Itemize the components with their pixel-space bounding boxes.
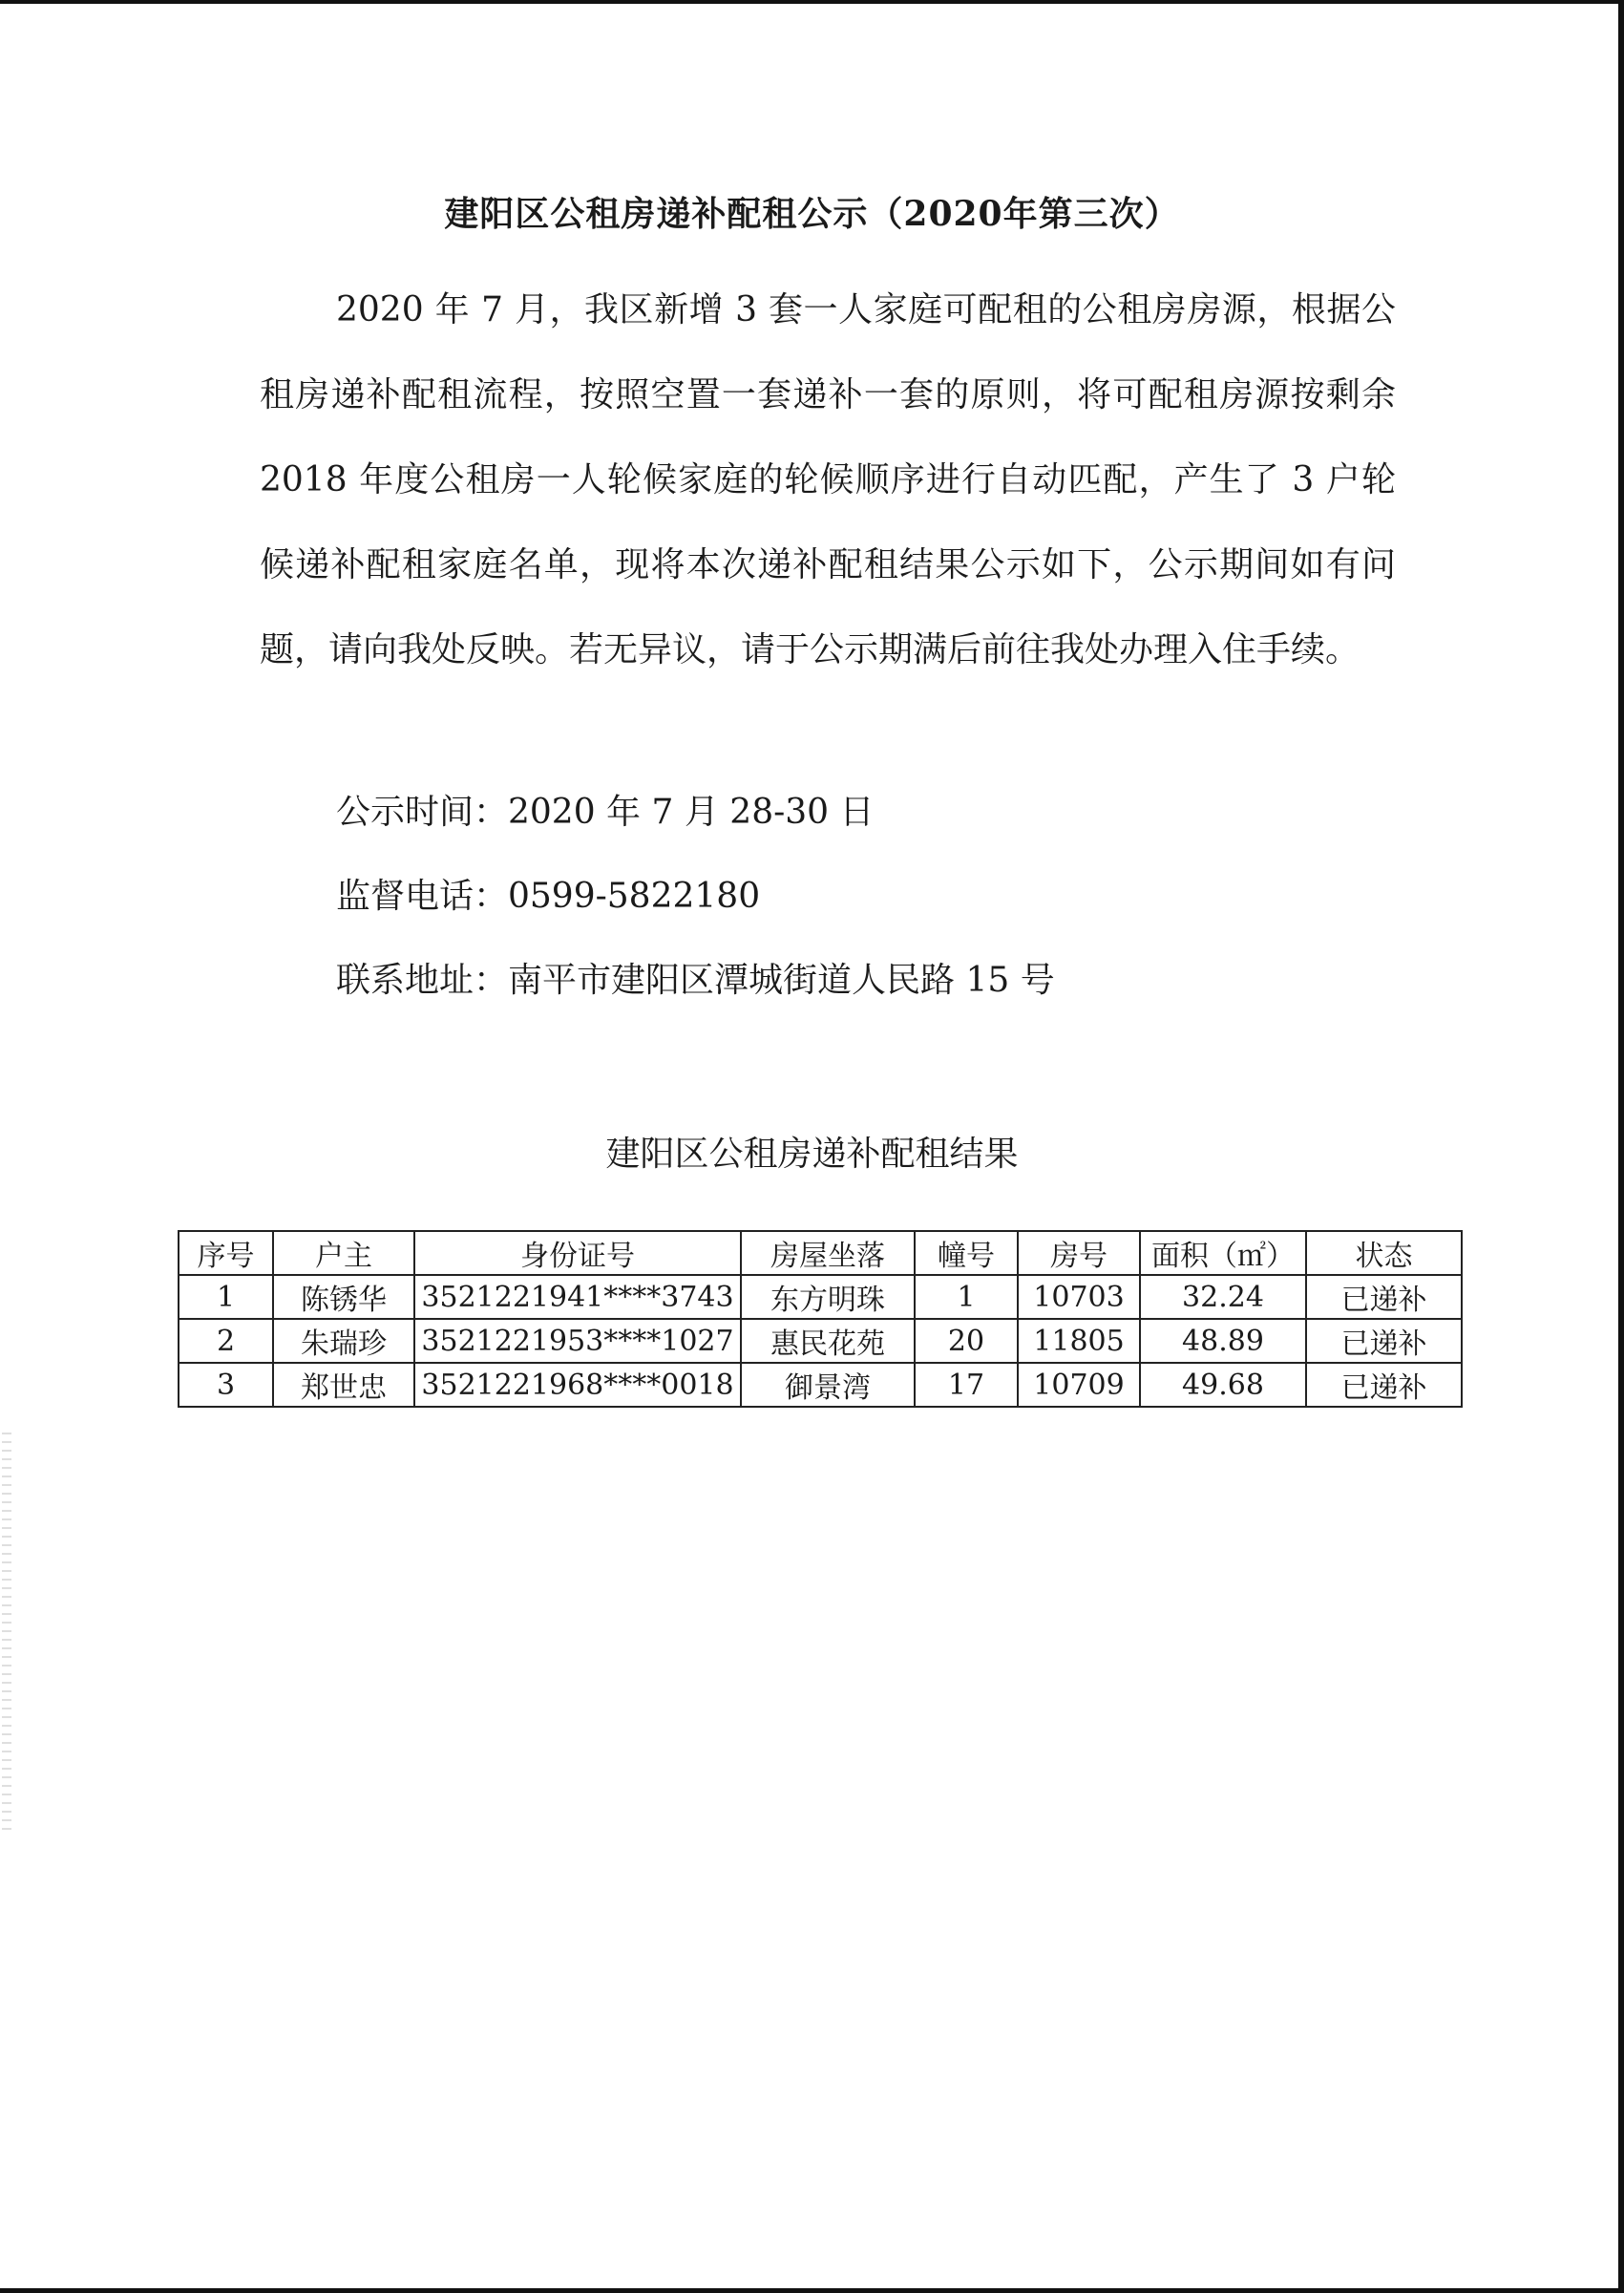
cell-location: 东方明珠 <box>741 1275 915 1319</box>
cell-status: 已递补 <box>1306 1319 1462 1363</box>
header-location: 房屋坐落 <box>741 1231 915 1275</box>
cell-householder: 郑世忠 <box>273 1363 414 1407</box>
header-area: 面积（㎡） <box>1140 1231 1306 1275</box>
cell-area: 48.89 <box>1140 1319 1306 1363</box>
cell-status: 已递补 <box>1306 1363 1462 1407</box>
cell-status: 已递补 <box>1306 1275 1462 1319</box>
cell-location: 惠民花苑 <box>741 1319 915 1363</box>
table-header-row <box>179 1231 1462 1275</box>
cell-room: 11805 <box>1018 1319 1140 1363</box>
cell-building: 17 <box>915 1363 1018 1407</box>
cell-id-number: 3521221953****1027 <box>414 1319 741 1363</box>
announcement-time: 公示时间：2020 年 7 月 28-30 日 <box>336 793 875 832</box>
cell-householder: 陈锈华 <box>273 1275 414 1319</box>
header-status: 状态 <box>1306 1231 1462 1275</box>
cell-index: 1 <box>179 1275 273 1319</box>
cell-building: 20 <box>915 1319 1018 1363</box>
table-row <box>179 1319 1462 1363</box>
cell-area: 32.24 <box>1140 1275 1306 1319</box>
result-table <box>178 1230 1463 1408</box>
cell-room: 10703 <box>1018 1275 1140 1319</box>
cell-area: 49.68 <box>1140 1363 1306 1407</box>
cell-id-number: 3521221968****0018 <box>414 1363 741 1407</box>
table-row <box>179 1275 1462 1319</box>
scan-edge-top <box>0 0 1624 4</box>
header-room: 房号 <box>1018 1231 1140 1275</box>
header-building: 幢号 <box>915 1231 1018 1275</box>
cell-index: 3 <box>179 1363 273 1407</box>
scan-edge-bottom <box>0 2288 1624 2293</box>
supervision-phone: 监督电话：0599-5822180 <box>336 877 761 916</box>
document-title: 建阳区公租房递补配租公示（2020年第三次） <box>444 194 1180 234</box>
cell-id-number: 3521221941****3743 <box>414 1275 741 1319</box>
cell-building: 1 <box>915 1275 1018 1319</box>
body-paragraph: 2020 年 7 月，我区新增 3 套一人家庭可配租的公租房房源，根据公租房递补配租流程，按照空置一套递补一套的原则，将可配租房源按剩余 2018 年度公租房一人轮候家庭的轮候顺序进行自动匹配，产生了 3 户轮候递补配租家庭名单，现将本次递补配租结果公示如下，公示期间如有问题，请向我处反映。若无异议，请于公示期满后前往我处办理入住手续。 <box>260 290 1396 669</box>
header-householder: 户主 <box>273 1231 414 1275</box>
header-id-number: 身份证号 <box>414 1231 741 1275</box>
table-row <box>179 1363 1462 1407</box>
cell-location: 御景湾 <box>741 1363 915 1407</box>
header-index: 序号 <box>179 1231 273 1275</box>
cell-householder: 朱瑞珍 <box>273 1319 414 1363</box>
table-title: 建阳区公租房递补配租结果 <box>605 1135 1019 1174</box>
contact-address: 联系地址：南平市建阳区潭城街道人民路 15 号 <box>336 961 1055 1000</box>
cell-room: 10709 <box>1018 1363 1140 1407</box>
cell-index: 2 <box>179 1319 273 1363</box>
scan-speckle <box>2 1433 11 1834</box>
